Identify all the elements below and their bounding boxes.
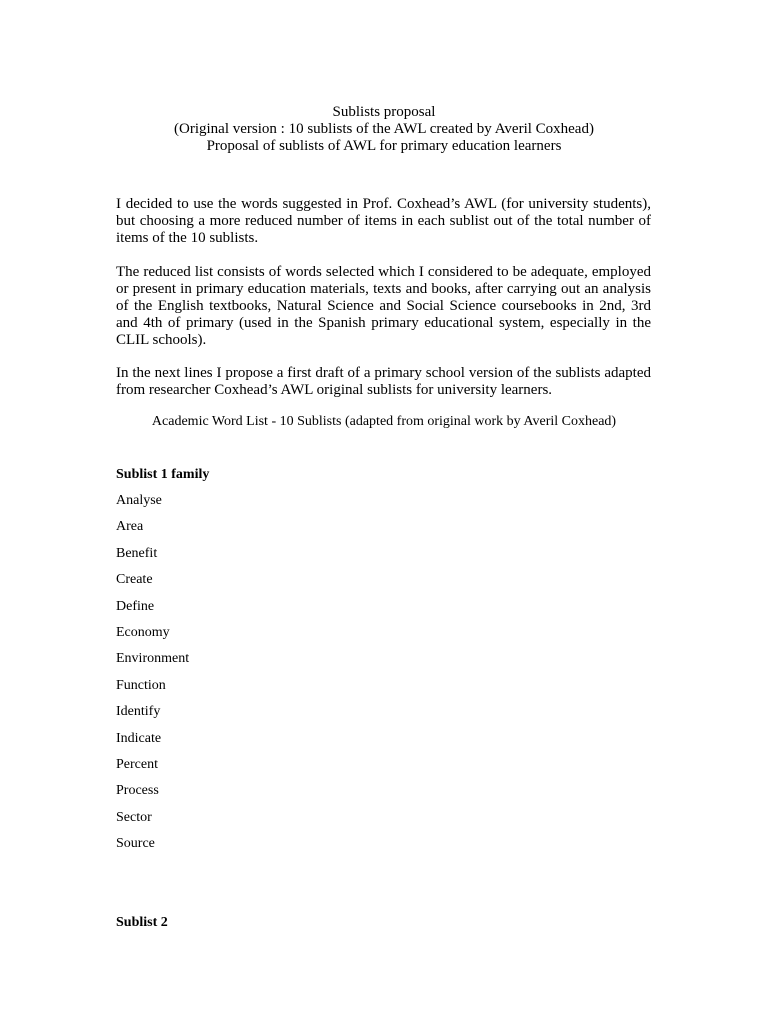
sublist-1-words — [116, 492, 189, 861]
list-item: Economy — [116, 624, 170, 640]
reduced-list-paragraph: The reduced list consists of words selected which I considered to be adequate, employed or present in primary education materials, texts and books, after carrying out an analysis of the English textbooks, Natural Science and Social Science coursebooks in 2nd, 3rd and 4th of primary (used in the Spanish primary educational system, especially in the CLIL schools). — [116, 264, 651, 348]
list-item: Define — [116, 598, 155, 614]
list-item: Process — [116, 783, 159, 799]
list-item: Source — [116, 836, 155, 852]
title-line-2: (Original version : 10 sublists of the AWL created by Averil Coxhead) — [174, 121, 594, 137]
list-item: Create — [116, 572, 153, 588]
title-line-1: Sublists proposal — [332, 104, 436, 120]
list-item: Benefit — [116, 545, 158, 561]
list-item: Environment — [116, 651, 190, 667]
sublist-2-heading: Sublist 2 — [116, 915, 168, 930]
list-item: Function — [116, 677, 166, 693]
document-title — [0, 104, 768, 155]
list-item: Indicate — [116, 730, 162, 746]
sublist-1-heading: Sublist 1 family — [116, 467, 210, 482]
list-item: Identify — [116, 704, 161, 720]
intro-paragraph: I decided to use the words suggested in Prof. Coxhead’s AWL (for university students), but choosing a more reduced number of items in each sublist out of the total number of items of the 10 sublists. — [116, 196, 651, 246]
title-line-3: Proposal of sublists of AWL for primary education learners — [206, 138, 562, 154]
list-item: Percent — [116, 756, 158, 772]
list-item: Area — [116, 519, 144, 535]
list-item: Analyse — [116, 493, 162, 508]
list-title: Academic Word List - 10 Sublists (adapted from original work by Averil Coxhead) — [151, 414, 617, 429]
list-item: Sector — [116, 809, 152, 825]
proposal-paragraph: In the next lines I propose a first draft of a primary school version of the sublists adapted from researcher Coxhead’s AWL original sublists for university learners. — [116, 365, 651, 398]
